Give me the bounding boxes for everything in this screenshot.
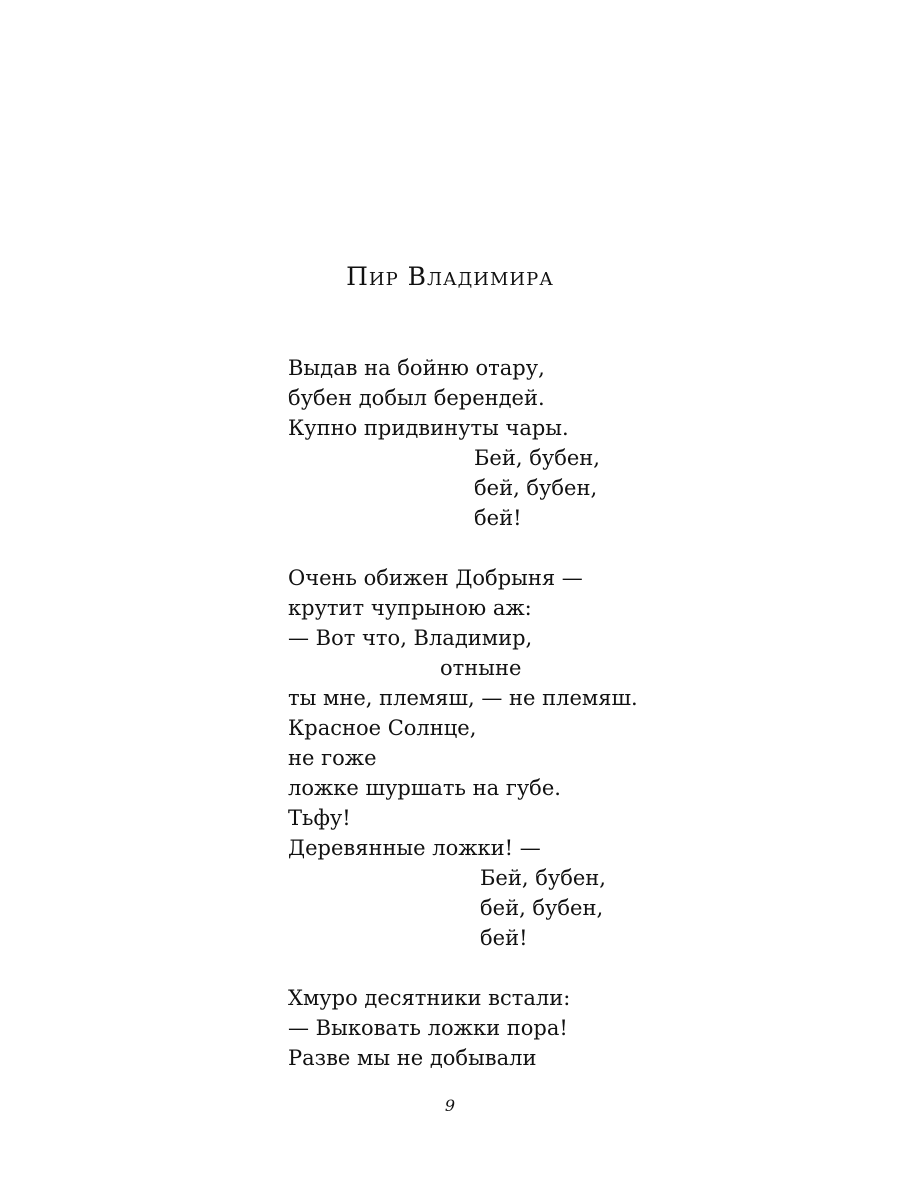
poem-line-refrain: Бей, бубен, bbox=[480, 866, 606, 890]
poem-line: Тьфу! bbox=[288, 806, 351, 830]
poem-line: ложке шуршать на губе. bbox=[288, 776, 561, 800]
poem-line: Хмуро десятники встали: bbox=[288, 986, 571, 1010]
poem-line: Разве мы не добывали bbox=[288, 1046, 537, 1070]
poem-line: не гоже bbox=[288, 746, 377, 770]
page-number: 9 bbox=[444, 1096, 456, 1115]
poem-line: — Вот что, Владимир, bbox=[288, 626, 533, 650]
poem-line: ты мне, племяш, — не племяш. bbox=[288, 686, 638, 710]
poem-line-refrain: бей, бубен, bbox=[474, 476, 598, 500]
poem-line-refrain: бей, бубен, bbox=[480, 896, 604, 920]
poem-line: Очень обижен Добрыня — bbox=[288, 566, 583, 590]
poem-line-refrain: Бей, бубен, bbox=[474, 446, 600, 470]
poem-line: крутит чупрыною аж: bbox=[288, 596, 532, 620]
poem-line: Деревянные ложки! — bbox=[288, 836, 541, 860]
poem-line: — Выковать ложки пора! bbox=[288, 1016, 568, 1040]
poem-line-indented: отныне bbox=[440, 656, 522, 680]
poem-line-refrain: бей! bbox=[474, 506, 522, 530]
poem-line: Выдав на бойню отару, bbox=[288, 356, 545, 380]
poem-line: Красное Солнце, bbox=[288, 716, 477, 740]
poem-title: Пир Владимира bbox=[346, 262, 554, 291]
poem-line-refrain: бей! bbox=[480, 926, 528, 950]
poem-line: бубен добыл берендей. bbox=[288, 386, 545, 410]
poem-line: Купно придвинуты чары. bbox=[288, 416, 569, 440]
